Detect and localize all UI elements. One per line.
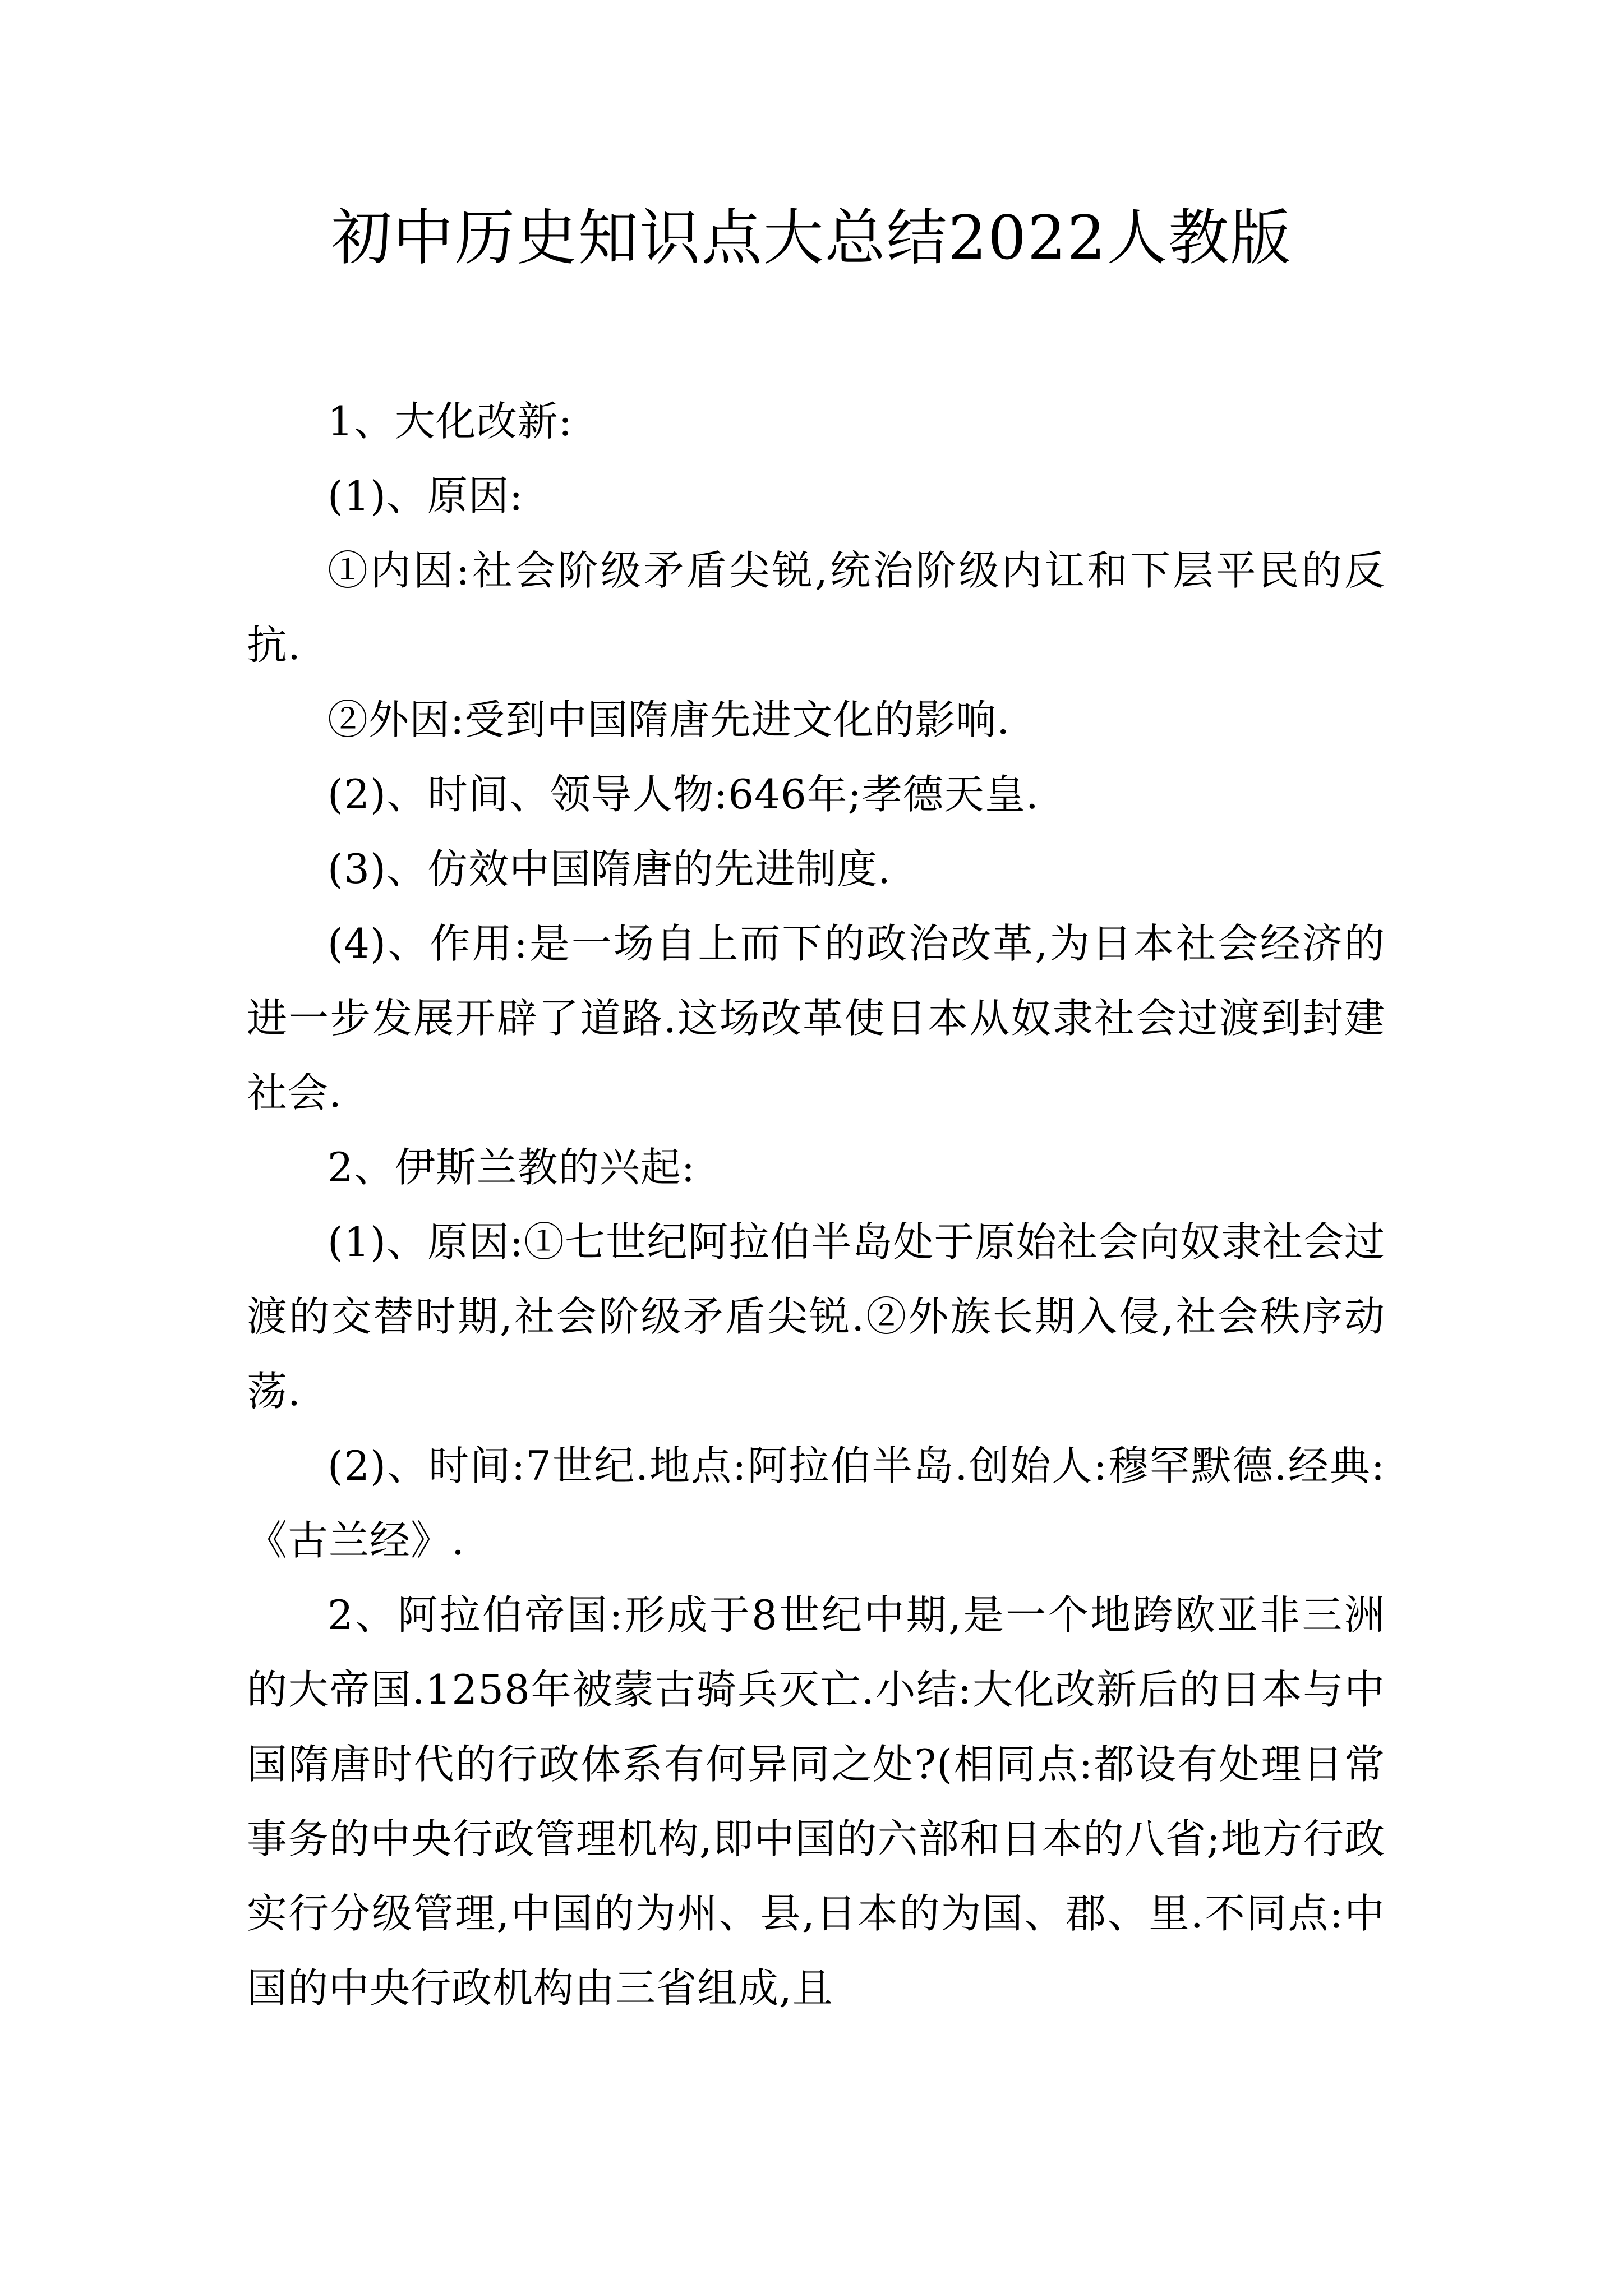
paragraph-6: (3)、仿效中国隋唐的先进制度. [328, 845, 891, 892]
paragraph-5: (2)、时间、领导人物:646年;孝德天皇. [328, 771, 1039, 818]
document-title: 初中历史知识点大总结2022人教版 [331, 203, 1292, 273]
paragraph-4: ②外因:受到中国隋唐先进文化的影响. [328, 696, 1011, 743]
paragraph-3: ①内因:社会阶级矛盾尖锐,统治阶级内讧和下层平民的反抗. [247, 547, 1385, 669]
paragraph-1: 1、大化改新: [328, 398, 573, 445]
paragraph-9: (1)、原因:①七世纪阿拉伯半岛处于原始社会向奴隶社会过渡的交替时期,社会阶级矛盾尖锐.②外族长期入侵,社会秩序动荡. [247, 1218, 1385, 1415]
paragraph-2: (1)、原因: [328, 472, 524, 519]
paragraph-8: 2、伊斯兰教的兴起: [328, 1144, 696, 1191]
paragraph-7: (4)、作用:是一场自上而下的政治改革,为日本社会经济的进一步发展开辟了道路.这场改革使日本从奴隶社会过渡到封建社会. [247, 920, 1385, 1116]
document-body [247, 384, 1385, 2026]
paragraph-11: 2、阿拉伯帝国:形成于8世纪中期,是一个地跨欧亚非三洲的大帝国.1258年被蒙古骑兵灭亡.小结:大化改新后的日本与中国隋唐时代的行政体系有何异同之处?(相同点:都设有处理日常事务的中央行政管理机构,即中国的六部和日本的八省;地方行政实行分级管理,中国的为州、县,日本的为国、郡、里.不同点:中国的中央行政机构由三省组成,且 [247, 1591, 1385, 2012]
paragraph-10: (2)、时间:7世纪.地点:阿拉伯半岛.创始人:穆罕默德.经典:《古兰经》. [247, 1442, 1385, 1564]
